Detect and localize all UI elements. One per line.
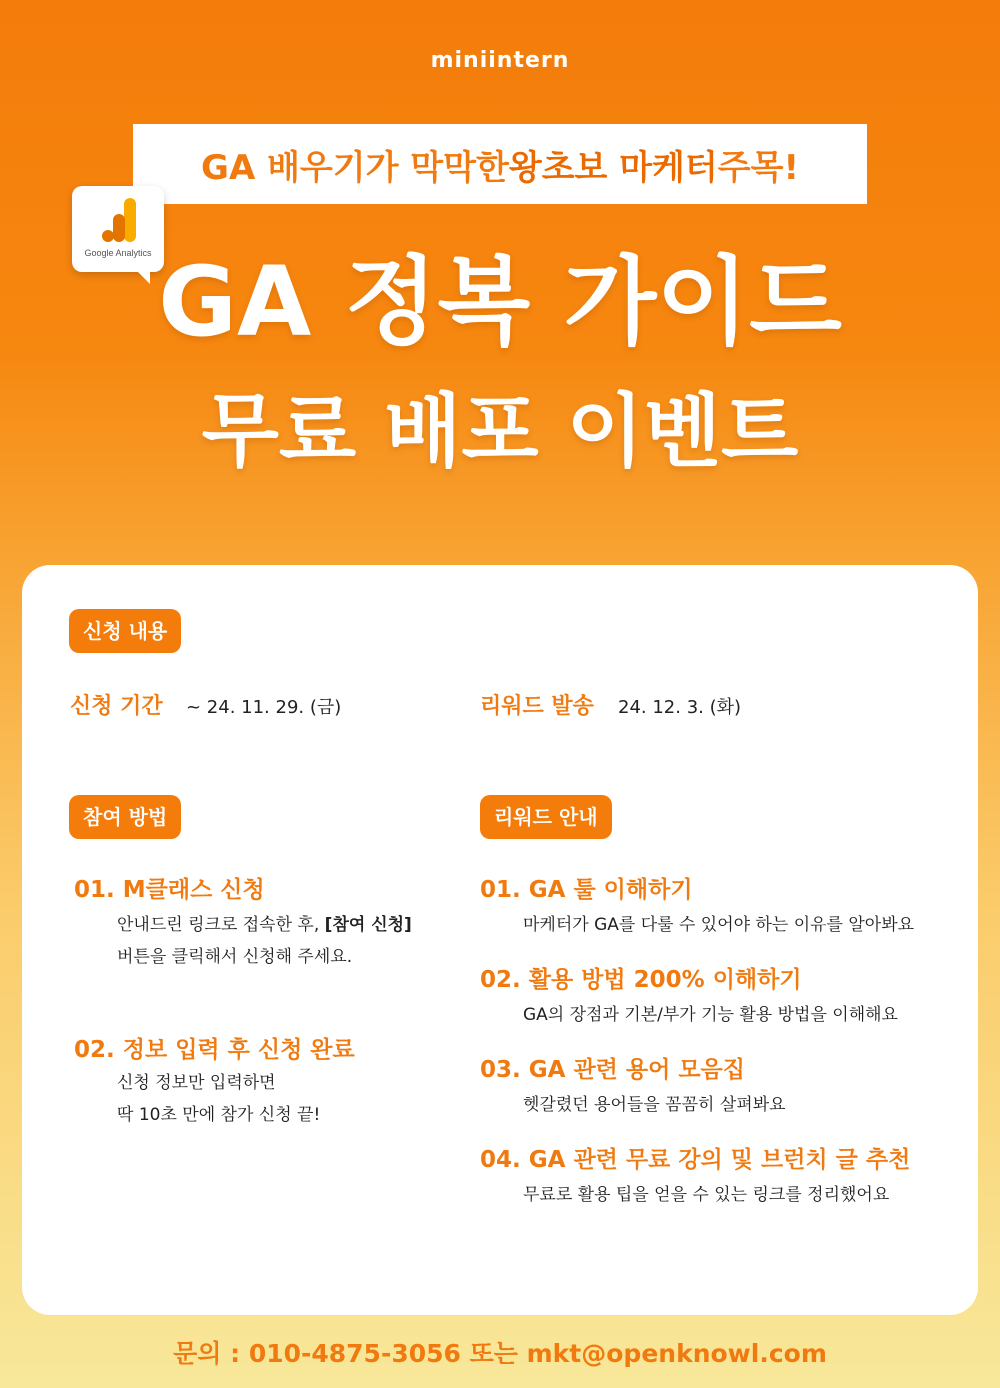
reward-item-2-desc: GA의 장점과 기본/부가 기능 활용 방법을 이해해요 <box>523 1005 898 1025</box>
method-step-2-line1: 신청 정보만 입력하면 <box>117 1073 276 1093</box>
reward-section-pill: 리워드 안내 <box>480 795 612 839</box>
event-info-card <box>22 565 978 1315</box>
headline-subtitle: 무료 배포 이벤트 <box>201 385 799 478</box>
google-analytics-label: Google Analytics <box>84 248 152 258</box>
headline-title: GA 정복 가이드 <box>158 246 842 358</box>
method-step-1-text: 안내드린 링크로 접속한 후, <box>117 915 325 935</box>
method-step-2-desc <box>117 1067 320 1131</box>
reward-item-3-desc: 헷갈렸던 용어들을 꼼꼼히 살펴봐요 <box>523 1095 786 1115</box>
banner-highlight: 왕초보 마케터 <box>508 147 718 188</box>
reward-item-4-title: 04. GA 관련 무료 강의 및 브런치 글 추천 <box>480 1147 911 1173</box>
target-audience-banner <box>133 124 867 204</box>
method-step-2-title: 02. 정보 입력 후 신청 완료 <box>74 1037 355 1063</box>
reward-item-1-desc: 마케터가 GA를 다룰 수 있어야 하는 이유를 알아봐요 <box>523 915 915 935</box>
method-step-1-title: 01. M클래스 신청 <box>74 877 265 903</box>
method-step-1-button-ref: [참여 신청] <box>324 915 412 935</box>
brand-logo: miniintern <box>430 48 570 73</box>
apply-section-pill: 신청 내용 <box>69 609 181 653</box>
method-step-1-line2: 버튼을 클릭해서 신청해 주세요. <box>117 947 353 967</box>
reward-item-1-title: 01. GA 툴 이해하기 <box>480 877 693 903</box>
banner-suffix: 주목! <box>717 147 799 188</box>
apply-period-label: 신청 기간 <box>70 694 163 719</box>
contact-info: 문의 : 010-4875-3056 또는 mkt@openknowl.com <box>173 1339 827 1368</box>
google-analytics-icon <box>102 198 136 242</box>
apply-period-value: ~ 24. 11. 29. (금) <box>186 697 342 718</box>
reward-item-3-title: 03. GA 관련 용어 모음집 <box>480 1057 745 1083</box>
reward-item-2-title: 02. 활용 방법 200% 이해하기 <box>480 967 802 993</box>
method-step-1-desc <box>117 909 412 973</box>
reward-date-label: 리워드 발송 <box>480 694 594 719</box>
reward-item-4-desc: 무료로 활용 팁을 얻을 수 있는 링크를 정리했어요 <box>523 1185 890 1205</box>
reward-date-value: 24. 12. 3. (화) <box>618 697 742 718</box>
method-step-2-line2: 딱 10초 만에 참가 신청 끝! <box>117 1105 321 1125</box>
method-section-pill: 참여 방법 <box>69 795 181 839</box>
banner-prefix: GA 배우기가 막막한 <box>201 147 509 188</box>
